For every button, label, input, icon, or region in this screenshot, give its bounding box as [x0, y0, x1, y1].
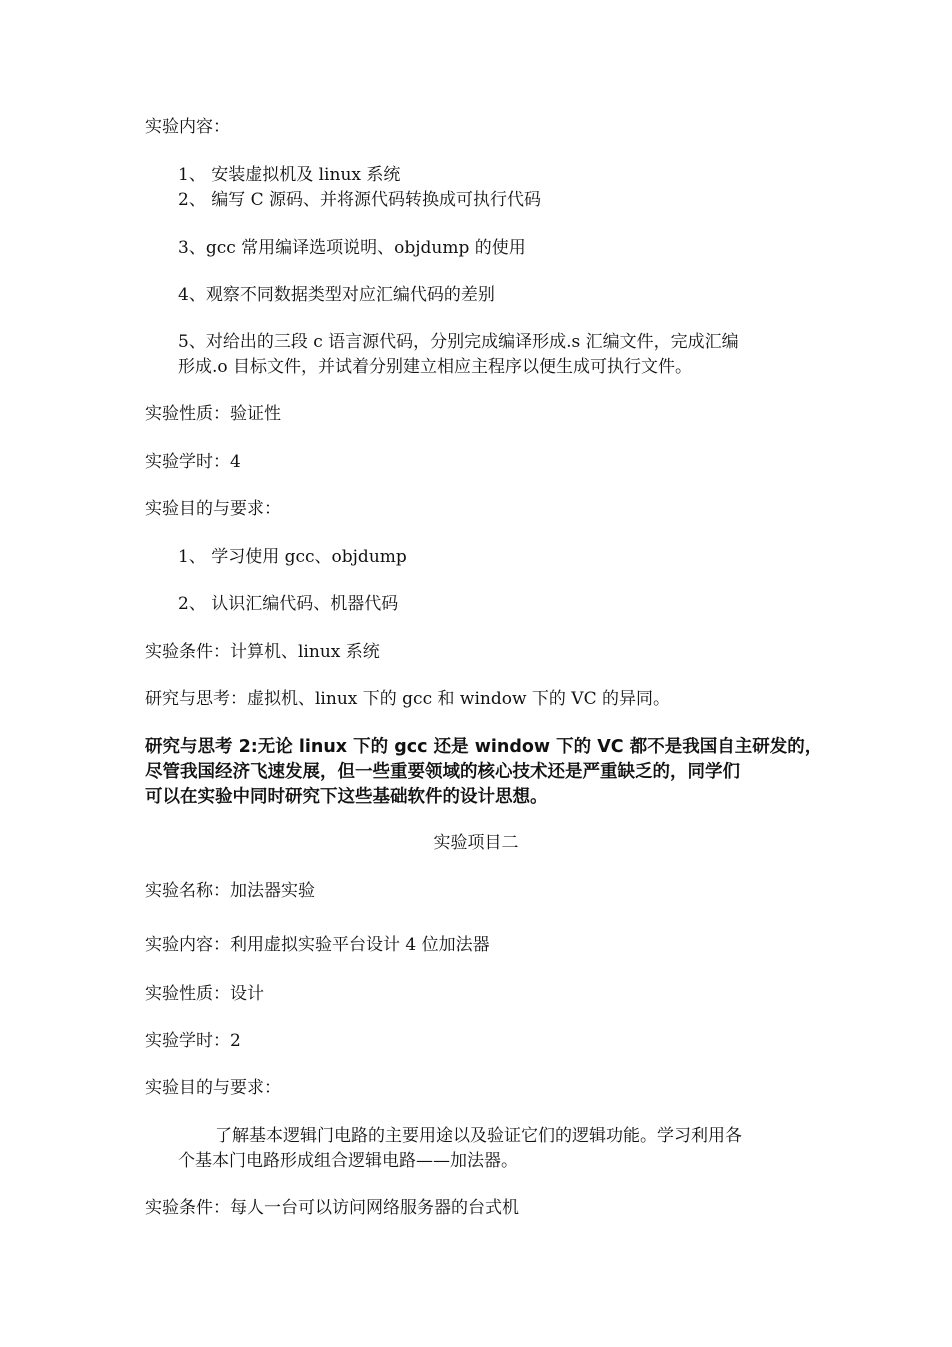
content-item-2: 2、 编写 C 源码、并将源代码转换成可执行代码	[178, 190, 542, 210]
content-item-3: 3、gcc 常用编译选项说明、objdump 的使用	[178, 238, 526, 258]
section-heading: 实验项目二	[433, 833, 519, 853]
experiment-conditions: 实验条件：计算机、linux 系统	[145, 642, 380, 662]
experiment-name: 实验名称：加法器实验	[145, 881, 315, 901]
research-question: 研究与思考：虚拟机、linux 下的 gcc 和 window 下的 VC 的异同。	[145, 689, 670, 709]
goal-item-2: 2、 认识汇编代码、机器代码	[178, 594, 399, 614]
goal-item-1: 1、 学习使用 gcc、objdump	[178, 547, 407, 567]
experiment-nature-2: 实验性质：设计	[145, 984, 264, 1004]
research-question-2-line-1: 研究与思考 2:无论 linux 下的 gcc 还是 window 下的 VC 都不是我国自主研发的，	[145, 737, 823, 757]
content-label: 实验内容：	[145, 117, 230, 137]
goal-paragraph-line-2: 个基本门电路形成组合逻辑电路——加法器。	[178, 1151, 518, 1171]
experiment-hours-2: 实验学时：2	[145, 1031, 241, 1051]
experiment-content: 实验内容：利用虚拟实验平台设计 4 位加法器	[145, 935, 490, 955]
experiment-conditions-2: 实验条件：每人一台可以访问网络服务器的台式机	[145, 1198, 519, 1218]
research-question-2-line-3: 可以在实验中同时研究下这些基础软件的设计思想。	[145, 787, 548, 807]
experiment-nature: 实验性质：验证性	[145, 404, 281, 424]
goal-label-2: 实验目的与要求：	[145, 1078, 281, 1098]
goal-label: 实验目的与要求：	[145, 499, 281, 519]
goal-paragraph-line-1: 了解基本逻辑门电路的主要用途以及验证它们的逻辑功能。学习利用各	[215, 1126, 742, 1146]
research-question-2-line-2: 尽管我国经济飞速发展，但一些重要领域的核心技术还是严重缺乏的，同学们	[145, 762, 740, 782]
content-item-5: 5、对给出的三段 c 语言源代码，分别完成编译形成.s 汇编文件，完成汇编	[178, 332, 739, 352]
content-item-5-continued: 形成.o 目标文件，并试着分别建立相应主程序以便生成可执行文件。	[178, 357, 693, 377]
content-item-4: 4、观察不同数据类型对应汇编代码的差别	[178, 285, 495, 305]
content-item-1: 1、 安装虚拟机及 linux 系统	[178, 165, 401, 185]
experiment-hours: 实验学时：4	[145, 452, 241, 472]
